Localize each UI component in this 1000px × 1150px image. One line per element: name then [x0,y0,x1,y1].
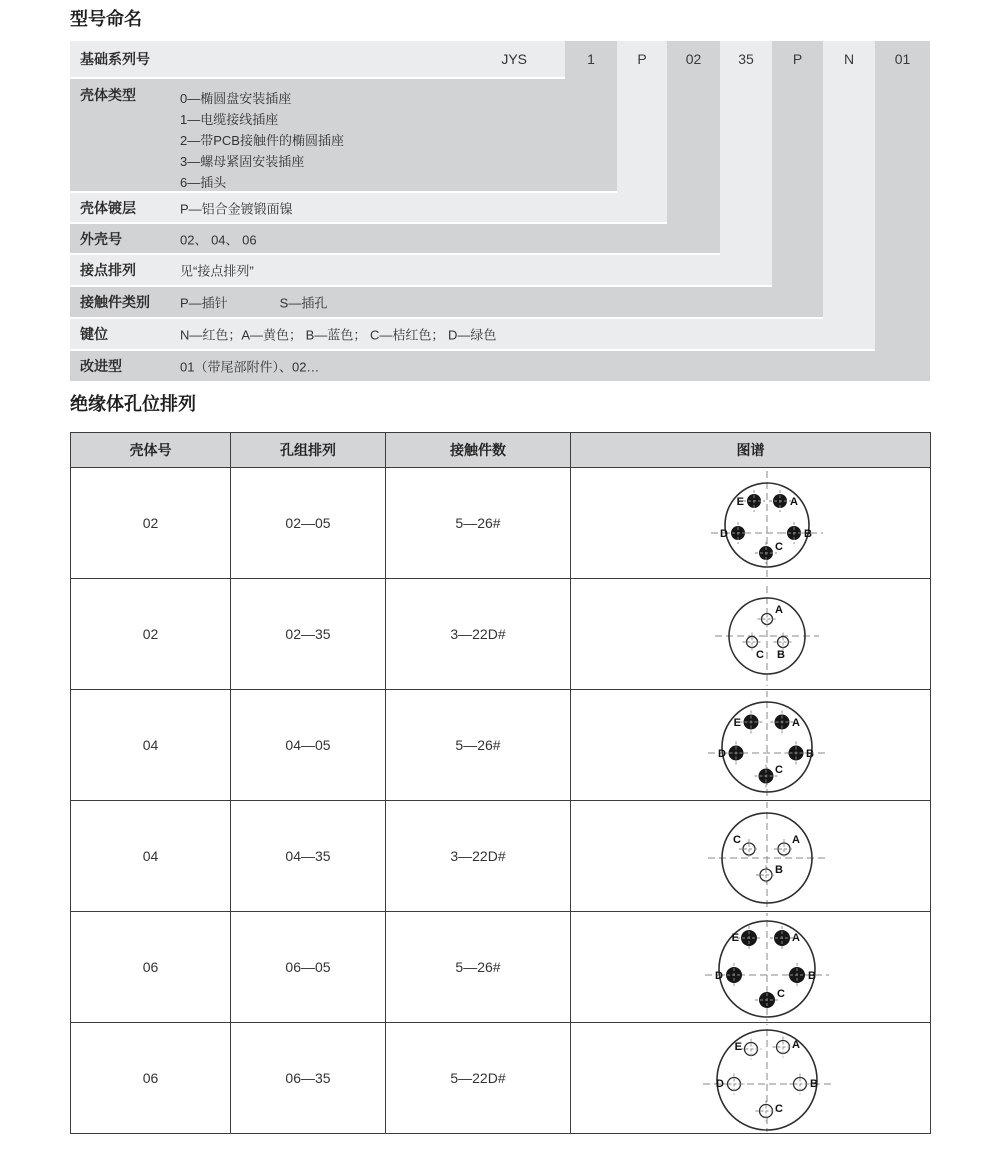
cell-hole-group: 04—35 [231,801,386,912]
code-column-key-position [823,41,875,349]
svg-text:D: D [715,1078,724,1090]
row-label: 键位 [80,326,108,342]
code-box: 35 [738,51,754,67]
contact-diagram [571,580,930,688]
code-box: 02 [685,51,702,67]
cell-shell-no: 02 [71,579,231,690]
row-label: 接触件类别 [80,294,150,310]
cell-shell-no: 02 [71,468,231,579]
code-box: 01 [894,51,911,67]
section-title-model-naming: 型号命名 [70,9,142,29]
code-column-shell-plating [617,41,667,222]
svg-text:C: C [732,834,741,846]
model-code-staircase [70,41,930,381]
model-row-improved-type [70,351,930,381]
svg-text:A: A [791,1039,800,1051]
svg-text:B: B [776,649,785,661]
contact-diagram [571,469,930,577]
table-row [71,1023,931,1134]
svg-text:A: A [791,932,800,944]
svg-text:A: A [791,717,800,729]
table-row [71,579,931,690]
cell-shell-no: 04 [71,690,231,801]
model-row-contact-arrangement [70,255,772,285]
code-column-contact-type [772,41,823,317]
row-label: 改进型 [80,358,122,374]
column-header-contact-count: 接触件数 [386,433,571,468]
column-header-shell-no: 壳体号 [71,433,231,468]
svg-text:A: A [791,834,800,846]
cell-contact-count: 5—26# [386,912,571,1023]
contact-diagram [571,913,930,1021]
cell-shell-no: 06 [71,912,231,1023]
cell-hole-group: 02—35 [231,579,386,690]
cell-diagram [571,801,931,912]
row-value: P—插针 S—插孔 [180,295,328,311]
svg-text:D: D [717,748,726,760]
cell-hole-group: 04—05 [231,690,386,801]
cell-diagram [571,468,931,579]
row-value: 01（带尾部附件）、02… [180,359,320,375]
svg-text:C: C [774,541,783,553]
cell-shell-no: 04 [71,801,231,912]
contact-diagram [571,691,930,799]
contact-diagram [571,1024,930,1132]
svg-text:D: D [719,528,728,540]
row-value: N—红色；A—黄色； B—蓝色； C—桔红色； D—绿色 [180,327,497,343]
option: 6—插头 [180,175,227,190]
contact-diagram [571,802,930,910]
svg-text:D: D [714,970,723,982]
row-value: 02、 04、 06 [180,232,257,247]
cell-hole-group: 06—05 [231,912,386,1023]
row-label: 接点排列 [80,262,136,278]
svg-text:A: A [789,496,798,508]
cell-diagram [571,912,931,1023]
model-row-shell-type [70,79,617,191]
model-row-contact-type [70,287,823,317]
shell-type-options [180,88,344,193]
table-header-row [71,433,931,468]
svg-text:E: E [736,496,744,508]
option: 2—带PCB接触件的椭圆插座 [180,133,344,148]
cell-diagram [571,579,931,690]
svg-text:C: C [774,1103,783,1115]
cell-contact-count: 5—26# [386,690,571,801]
row-label: 壳体镀层 [80,199,136,216]
svg-text:B: B [805,748,814,760]
code-box: P [792,51,803,67]
cell-diagram [571,1023,931,1134]
row-label: 基础系列号 [80,51,150,67]
svg-text:B: B [809,1078,818,1090]
row-label: 外壳号 [80,230,122,247]
table-row [71,801,931,912]
model-row-key-position [70,319,875,349]
cell-contact-count: 5—22D# [386,1023,571,1134]
model-row-shell-plating [70,193,667,222]
row-value: 见“接点排列” [180,263,254,279]
column-header-hole-group: 孔组排列 [231,433,386,468]
svg-text:B: B [803,528,812,540]
row-value: P—铝合金镀锻面镍 [180,201,293,216]
model-row-base-series [70,41,565,77]
svg-text:A: A [774,604,783,616]
cell-contact-count: 3—22D# [386,579,571,690]
section-title-insulator-holes: 绝缘体孔位排列 [70,394,196,414]
svg-text:E: E [731,932,739,944]
svg-text:B: B [774,864,783,876]
model-row-shell-number [70,224,720,253]
option: 3—螺母紧固安装插座 [180,154,305,169]
table-row [71,912,931,1023]
code-box: N [843,51,855,67]
svg-text:E: E [734,1041,742,1053]
svg-text:E: E [733,717,741,729]
code-column-contact-arrangement [720,41,772,285]
svg-text:B: B [807,970,816,982]
code-column-shell-number [667,41,720,253]
table-row [71,690,931,801]
base-series-code: JYS [501,51,527,67]
code-box: P [637,51,647,67]
cell-diagram [571,690,931,801]
code-box: 1 [587,51,595,67]
svg-text:C: C [776,988,785,1000]
cell-hole-group: 06—35 [231,1023,386,1134]
cell-hole-group: 02—05 [231,468,386,579]
option: 0—椭圆盘安装插座 [180,91,292,106]
code-column-shell-type [565,41,617,191]
cell-contact-count: 3—22D# [386,801,571,912]
column-header-diagram: 图谱 [571,433,931,468]
svg-text:C: C [755,649,764,661]
cell-contact-count: 5—26# [386,468,571,579]
insulator-hole-table [70,432,931,1134]
option: 1—电缆接线插座 [180,112,279,127]
cell-shell-no: 06 [71,1023,231,1134]
svg-text:C: C [774,764,783,776]
row-label: 壳体类型 [80,87,136,103]
code-column-improved-type [875,41,930,381]
table-row [71,468,931,579]
